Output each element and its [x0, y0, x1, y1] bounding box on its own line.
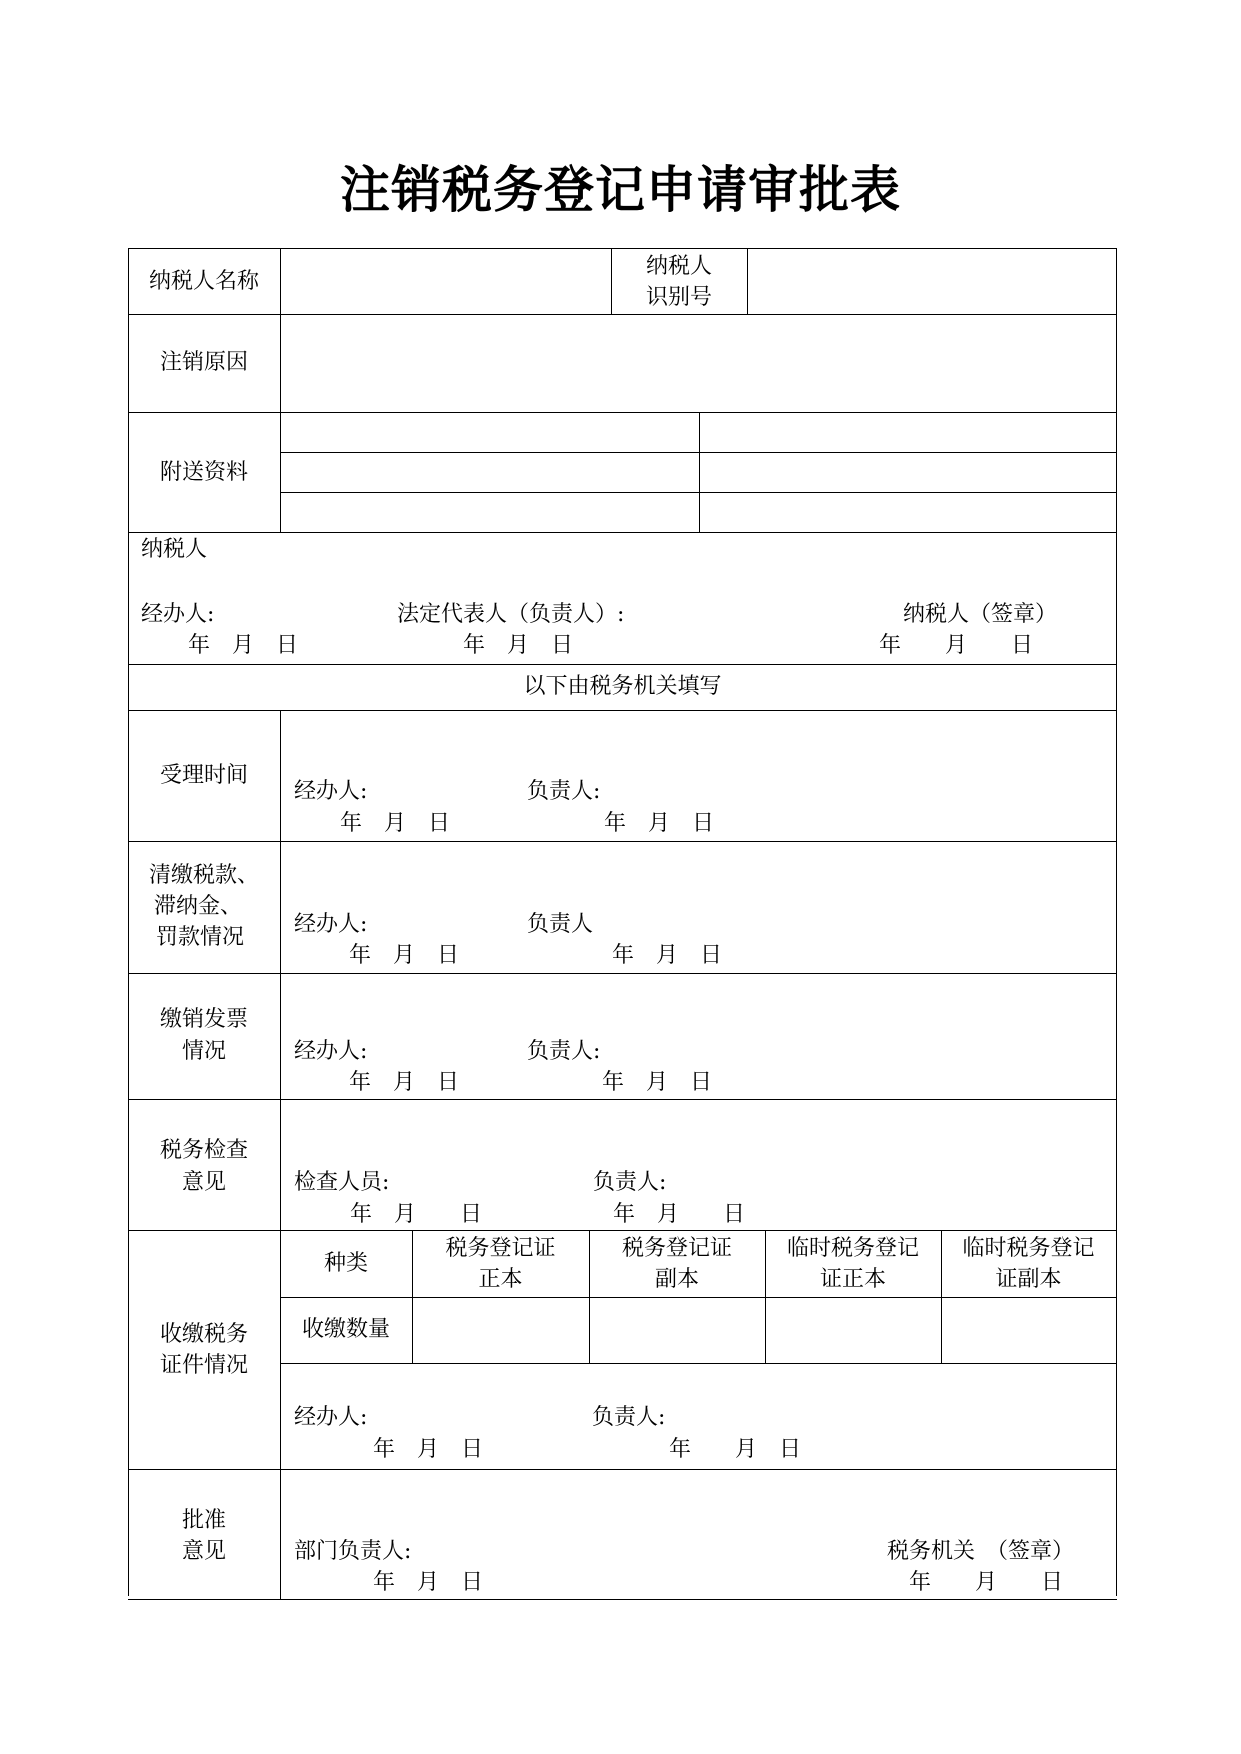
- row-line: [128, 1599, 1117, 1600]
- label-divider: [280, 710, 281, 1599]
- tax-authority-section-header: 以下由税务机关填写: [523, 674, 722, 699]
- acceptance-responsible-label: 负责人:: [527, 779, 601, 804]
- cert-col4-line2: 证副本: [995, 1267, 1062, 1292]
- date-field: 年 月 日: [463, 633, 574, 658]
- attachment-field[interactable]: [700, 493, 1116, 532]
- clearance-handler-label: 经办人:: [294, 912, 368, 937]
- inspection-label-line1: 税务检查: [159, 1138, 248, 1163]
- attachments-label: 附送资料: [159, 460, 248, 485]
- cert-quantity-field[interactable]: [413, 1298, 589, 1363]
- certificates-label-line2: 证件情况: [159, 1353, 248, 1378]
- invoice-label-line2: 情况: [181, 1039, 226, 1064]
- date-field: 年 月 日: [349, 1070, 460, 1095]
- form-title: 注销税务登记申请审批表: [340, 161, 901, 219]
- date-field: 年 月 日: [613, 1202, 746, 1227]
- row-line: [128, 1469, 1117, 1470]
- clearance-label-line2: 滞纳金、: [153, 894, 242, 919]
- taxpayer-seal-label: 纳税人（签章）: [903, 602, 1058, 627]
- cert-quantity-field[interactable]: [766, 1298, 941, 1363]
- date-field: 年 月 日: [349, 943, 460, 968]
- cert-quantity-field[interactable]: [590, 1298, 765, 1363]
- date-field: 年 月 日: [612, 943, 723, 968]
- invoice-handler-label: 经办人:: [294, 1039, 368, 1064]
- row-line: [128, 841, 1117, 842]
- acceptance-handler-label: 经办人:: [294, 779, 368, 804]
- reason-label: 注销原因: [159, 350, 248, 375]
- invoice-responsible-label: 负责人:: [527, 1039, 601, 1064]
- approval-label-line1: 批准: [181, 1508, 226, 1533]
- certificates-label-line1: 收缴税务: [159, 1322, 248, 1347]
- row-line: [128, 710, 1117, 711]
- cert-col2-line1: 税务登记证: [621, 1236, 732, 1261]
- inspector-label: 检查人员:: [294, 1170, 390, 1195]
- attachment-field[interactable]: [700, 453, 1116, 492]
- date-field: 年 月 日: [604, 811, 715, 836]
- attachment-field[interactable]: [700, 413, 1116, 452]
- authority-seal-label: 税务机关 （签章）: [887, 1539, 1075, 1564]
- clearance-label-line1: 清缴税款、: [148, 863, 259, 888]
- date-field: 年 月 日: [602, 1070, 713, 1095]
- taxpayer-handler-label: 经办人:: [141, 602, 215, 627]
- cert-kind-header: 种类: [323, 1251, 368, 1276]
- date-field: 年 月 日: [879, 633, 1034, 658]
- date-field: 年 月 日: [340, 811, 451, 836]
- cert-col3-line1: 临时税务登记: [786, 1236, 919, 1261]
- inspection-label-line2: 意见: [181, 1170, 226, 1195]
- attachment-field[interactable]: [281, 453, 699, 492]
- row-line: [280, 1363, 1117, 1364]
- cert-quantity-label: 收缴数量: [301, 1317, 390, 1342]
- date-field: 年 月 日: [909, 1570, 1064, 1595]
- table-border-right: [1116, 248, 1117, 1596]
- date-field: 年 月 日: [373, 1570, 484, 1595]
- cert-handler-label: 经办人:: [294, 1405, 368, 1430]
- legal-rep-label: 法定代表人（负责人）:: [397, 602, 625, 627]
- invoice-label-line1: 缴销发票: [159, 1007, 248, 1032]
- taxpayer-name-field[interactable]: [281, 249, 611, 314]
- approval-label-line2: 意见: [181, 1539, 226, 1564]
- reason-field[interactable]: [281, 315, 1116, 412]
- cert-col4-line1: 临时税务登记: [962, 1236, 1095, 1261]
- inspection-responsible-label: 负责人:: [593, 1170, 667, 1195]
- date-field: 年 月 日: [669, 1437, 802, 1462]
- cert-col2-line2: 副本: [654, 1267, 699, 1292]
- clearance-label-line3: 罚款情况: [155, 925, 244, 950]
- taxpayer-id-label-line2: 识别号: [645, 285, 712, 310]
- attachment-field[interactable]: [281, 493, 699, 532]
- cert-col1-line2: 正本: [478, 1267, 523, 1292]
- row-line: [128, 532, 1117, 533]
- cert-col3-line2: 证正本: [819, 1267, 886, 1292]
- cert-col1-line1: 税务登记证: [445, 1236, 556, 1261]
- clearance-responsible-label: 负责人: [527, 912, 594, 937]
- taxpayer-name-label: 纳税人名称: [148, 269, 259, 294]
- row-line: [128, 1099, 1117, 1100]
- dept-head-label: 部门负责人:: [294, 1539, 412, 1564]
- date-field: 年 月 日: [188, 633, 299, 658]
- row-line: [128, 664, 1117, 665]
- acceptance-label: 受理时间: [159, 763, 248, 788]
- date-field: 年 月 日: [350, 1202, 483, 1227]
- date-field: 年 月 日: [373, 1437, 484, 1462]
- taxpayer-id-field[interactable]: [748, 249, 1116, 314]
- cert-responsible-label: 负责人:: [592, 1405, 666, 1430]
- taxpayer-id-label-line1: 纳税人: [645, 254, 712, 279]
- row-line: [128, 973, 1117, 974]
- taxpayer-block-heading: 纳税人: [141, 537, 208, 562]
- cert-quantity-field[interactable]: [942, 1298, 1116, 1363]
- attachment-field[interactable]: [281, 413, 699, 452]
